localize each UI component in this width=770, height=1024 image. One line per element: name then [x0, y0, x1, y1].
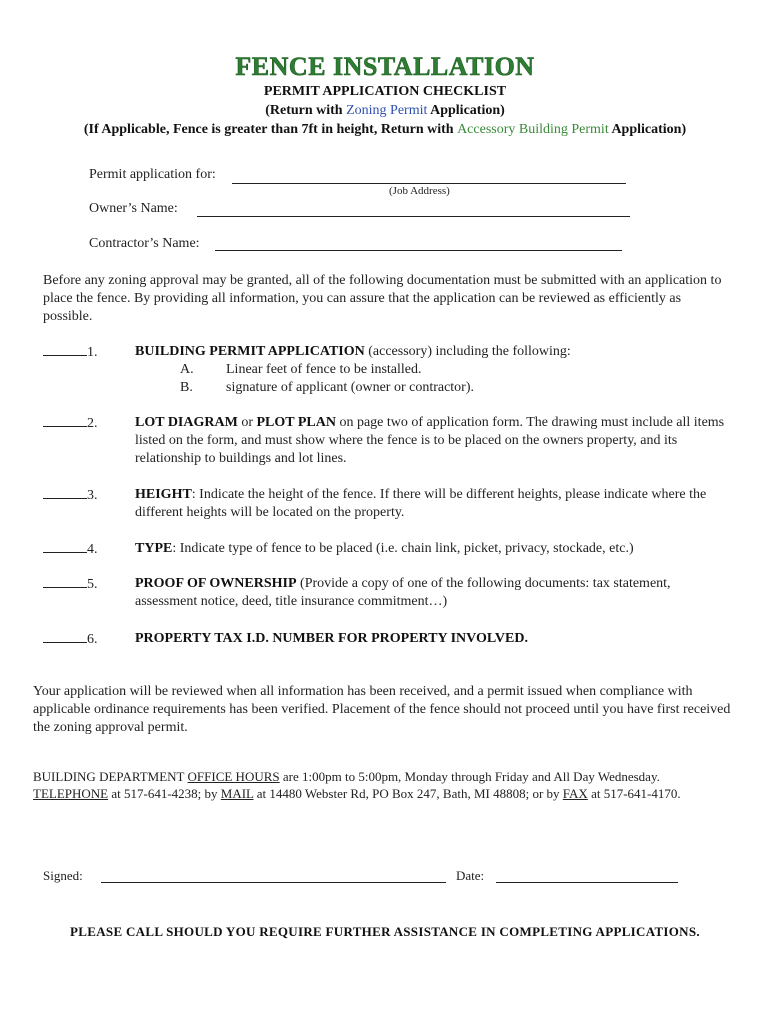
- item-2-heading-alt: PLOT PLAN: [256, 415, 336, 430]
- checklist-item-4: [43, 540, 98, 558]
- signature-field[interactable]: [101, 882, 446, 883]
- office-info: [33, 768, 733, 802]
- form-title: FENCE INSTALLATION: [235, 52, 535, 81]
- office-hours-label: OFFICE HOURS: [187, 769, 280, 784]
- accessory-note-line: [0, 122, 770, 138]
- office-info-text: at 517-641-4170.: [587, 786, 681, 801]
- item-1-desc: (accessory) including the following:: [364, 344, 571, 359]
- fax-label: FAX: [562, 786, 588, 801]
- review-paragraph: Your application will be reviewed when all information has been received, and a permit issued when compliance with applicable ordinance requirements has been verified. Placement of the fence should not proceed until you have first received the zoning approval permit.: [33, 684, 731, 735]
- signed-label: Signed:: [43, 868, 83, 883]
- office-info-text: BUILDING DEPARTMENT: [33, 769, 188, 784]
- item-1-text: [135, 343, 735, 361]
- contractor-name-field[interactable]: [215, 250, 622, 251]
- item-4-desc: : Indicate type of fence to be placed (i.e. chain link, picket, privacy, stockade, etc.): [172, 541, 634, 556]
- check-blank-6[interactable]: [43, 642, 87, 643]
- zoning-permit-link[interactable]: Zoning Permit: [346, 103, 428, 118]
- owner-name-field[interactable]: [197, 216, 630, 217]
- item-4-heading: TYPE: [135, 541, 173, 556]
- check-blank-4[interactable]: [43, 552, 87, 553]
- item-number: 6.: [87, 632, 98, 647]
- item-number: 3.: [87, 488, 98, 503]
- item-2-desc: on page two of application form. The drawing must include all items listed on the form, and must show where the fence is to be placed on the owners property, and its relationship to buildings and lot lines.: [135, 415, 725, 466]
- form-subtitle: PERMIT APPLICATION CHECKLIST: [263, 84, 507, 99]
- owner-label: Owner’s Name:: [89, 201, 178, 216]
- item-3-desc: : Indicate the height of the fence. If there will be different heights, please indicate where the different heights will be located on the property.: [135, 487, 707, 520]
- item-5-heading: PROOF OF OWNERSHIP: [135, 576, 297, 591]
- check-blank-2[interactable]: [43, 426, 87, 427]
- return-with-prefix: (Return with: [265, 103, 347, 118]
- item-number: 4.: [87, 542, 98, 557]
- item-1-sub-b-letter: B.: [180, 380, 193, 395]
- checklist-item-5: [43, 575, 98, 593]
- office-info-text: at 14480 Webster Rd, PO Box 247, Bath, MI 48808; or by: [253, 786, 563, 801]
- accessory-note-suffix: Application): [608, 122, 687, 137]
- item-2-heading: LOT DIAGRAM: [135, 415, 238, 430]
- item-1-sub-a-text: Linear feet of fence to be installed.: [226, 362, 422, 377]
- item-6-heading: PROPERTY TAX I.D. NUMBER FOR PROPERTY INVOLVED.: [135, 631, 528, 646]
- assistance-note: PLEASE CALL SHOULD YOU REQUIRE FURTHER ASSISTANCE IN COMPLETING APPLICATIONS.: [70, 924, 700, 939]
- item-2-text: [135, 414, 735, 468]
- item-5-desc: (Provide a copy of one of the following documents: tax statement, assessment notice, deed, title insurance commitment…): [135, 576, 671, 609]
- permit-for-label: Permit application for:: [89, 167, 216, 182]
- check-blank-1[interactable]: [43, 355, 87, 356]
- check-blank-5[interactable]: [43, 587, 87, 588]
- intro-paragraph: Before any zoning approval may be granted, all of the following documentation must be submitted with an application to place the fence. By providing all information, you can assure that the application can be reviewed as efficiently as possible.: [43, 273, 722, 324]
- date-field[interactable]: [496, 882, 678, 883]
- item-1-sub-b-text: signature of applicant (owner or contractor).: [226, 380, 475, 395]
- item-4-text: [135, 540, 735, 558]
- item-5-text: [135, 575, 735, 611]
- item-6-text: [135, 630, 735, 648]
- date-label: Date:: [456, 868, 485, 883]
- accessory-permit-link[interactable]: Accessory Building Permit: [457, 122, 609, 137]
- item-1-heading: BUILDING PERMIT APPLICATION: [135, 344, 365, 359]
- return-with-suffix: Application): [427, 103, 505, 118]
- item-number: 5.: [87, 577, 98, 592]
- telephone-label: TELEPHONE: [33, 786, 109, 801]
- item-number: 2.: [87, 416, 98, 431]
- item-number: 1.: [87, 345, 98, 360]
- item-1-sub-a-letter: A.: [180, 362, 194, 377]
- checklist-item-1: [43, 343, 98, 361]
- check-blank-3[interactable]: [43, 498, 87, 499]
- item-3-text: [135, 486, 735, 522]
- return-with-line: [0, 103, 770, 119]
- checklist-item-3: [43, 486, 98, 504]
- checklist-item-2: [43, 414, 98, 432]
- office-info-text: at 517-641-4238; by: [108, 786, 221, 801]
- item-3-heading: HEIGHT: [135, 487, 192, 502]
- accessory-note-prefix: (If Applicable, Fence is greater than 7ft in height, Return with: [83, 122, 458, 137]
- job-address-field[interactable]: [232, 183, 626, 184]
- office-info-text: are 1:00pm to 5:00pm, Monday through Friday and All Day Wednesday.: [279, 769, 660, 784]
- contractor-label: Contractor’s Name:: [89, 236, 200, 251]
- checklist-item-6: [43, 630, 98, 648]
- job-address-caption: (Job Address): [389, 185, 450, 197]
- item-2-or: or: [237, 415, 257, 430]
- mail-label: MAIL: [220, 786, 254, 801]
